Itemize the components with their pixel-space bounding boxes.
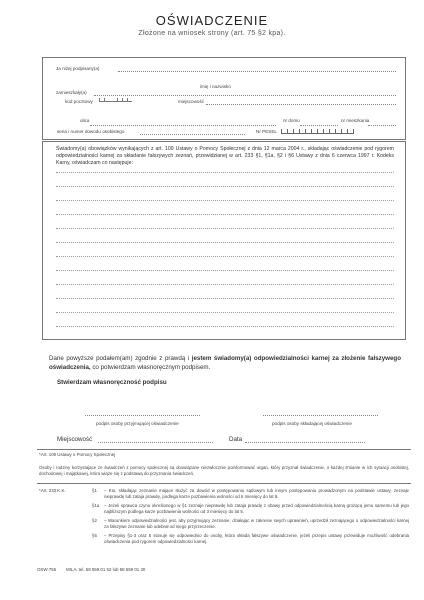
town-label: miejscowość (178, 99, 205, 104)
separator-top (37, 449, 411, 450)
art233-par-num: §1a (92, 503, 100, 508)
publisher-info: MILA. tel. 58 559 01 52 lub 58 559 01 30 (66, 567, 146, 572)
form-code: OSW-755 (37, 567, 57, 572)
confirmation-text: Dane powyższe podałem(am) zgodnie z prawdą i jestem świadomy(a) odpowiedzialności karnej za złożenie fałszywego oświadczenia, co potwierdzam własnoręcznym podpisem. (49, 355, 401, 371)
date-label: Data (229, 436, 243, 443)
id-field[interactable] (140, 134, 245, 135)
date-field[interactable] (245, 442, 365, 443)
residence-field[interactable] (94, 95, 396, 96)
document-title: OŚWIADCZENIE (155, 13, 269, 28)
art233-par-text: – Przepisy §1-3 oraz 5 stosuje się odpowiednio do osoby, która składa fałszywe oświadczenie, jeżeli przepis ustawy przewiduje możliwość odebrania oświadczenia pod rygorem odpowiedzialności karnej. (104, 533, 409, 544)
pesel-label: Nr PESEL (256, 129, 277, 134)
pesel-field[interactable] (281, 129, 396, 135)
declaration-lines[interactable] (56, 170, 394, 338)
art233-par-num: §2 (92, 518, 97, 523)
receiver-signature-field[interactable] (85, 415, 200, 416)
place-label: Miejscowość (57, 436, 93, 443)
street-field[interactable] (90, 125, 276, 126)
separator-mid (37, 483, 411, 484)
signature-heading: Stwierdzam własnoręczność podpisu (57, 379, 167, 386)
art233-par-num: §1 (92, 488, 97, 493)
art109-heading: *Art. 109 Ustawy o Pomocy Społecznej (39, 452, 116, 457)
declarant-signature-caption: podpis osoby składającej oświadczenie (272, 421, 352, 426)
name-caption: imię i nazwisko (200, 84, 231, 89)
flat-field[interactable] (368, 125, 396, 126)
house-field[interactable] (300, 125, 338, 126)
town-field[interactable] (206, 104, 396, 105)
document-subtitle: Złożone na wniosek strony (art. 75 §2 kpa). (138, 30, 286, 37)
art109-text: Osoby i rodziny korzystające ze świadczeń z pomocy społecznej są obowiązane niezwłocznie poinformować organ, który przyznał świadczenie, o każdej zmianie w ich sytuacji osobistej, dochodowej i majątkowej, która wiąże się z podstawą do przyznania świadczeń. (39, 465, 409, 476)
postal-label: kod pocztowy (65, 99, 93, 104)
art233-par-text: – Warunkiem odpowiedzialności jest, aby przyjmujący zeznanie, działając w zakresie swych uprawnień, uprzedził zeznającego o odpowiedzialności karnej za fałszywe zeznanie lub odebrał od niego przyrzeczenie. (104, 518, 409, 529)
declarant-signature-field[interactable] (263, 415, 378, 416)
signer-label: Ja niżej podpisany(a) (56, 66, 100, 71)
house-label: nr domu (283, 118, 300, 123)
art233-heading: *Art. 233 K.K. (39, 488, 66, 493)
place-field[interactable] (98, 442, 213, 443)
name-field[interactable] (118, 71, 396, 72)
residence-label: zamieszkały(a) (56, 90, 87, 95)
art233-par-text: – Kto, składając zeznanie mające służyć za dowód w postępowaniu sądowym lub innym postępowaniu prowadzonym na podstawie ustawy, zeznaje nieprawdę lub zataja prawdę, podlega karze pozbawienia wolności od 6 miesięcy do lat 8. (104, 488, 409, 499)
id-label: seria i numer dowodu osobistego (57, 129, 125, 134)
flat-label: nr mieszkania (341, 118, 370, 123)
art233-par-text: – Jeżeli sprawca czynu określonego w §1 zeznaje nieprawdę lub zataja prawdę z obawy przed odpowiedzialnością karną grożącą jemu samemu lub jego najbliższym podlega karze pozbawienia wolności od 3 miesięcy do lat 5. (104, 503, 409, 514)
receiver-signature-caption: podpis osoby przyjmującej oświadczenie (96, 421, 179, 426)
art233-par-num: §6 (92, 533, 97, 538)
declaration-text: Świadomy(a) obowiązków wynikających z art. 109 Ustawy o Pomocy Społecznej z dnia 12 marca 2004 r., składając oświadczenie pod rygorem odpowiedzialności karnej za składanie fałszywych zeznań, przewidzianej w art. 233 §1, §1a, §2 i §6 Ustawy z dnia 6 czerwca 1997 r. Kodeks Karny, oświadczam co następuje: (56, 146, 394, 166)
postal-code-field[interactable] (99, 98, 179, 104)
street-label: ulica (80, 118, 90, 123)
